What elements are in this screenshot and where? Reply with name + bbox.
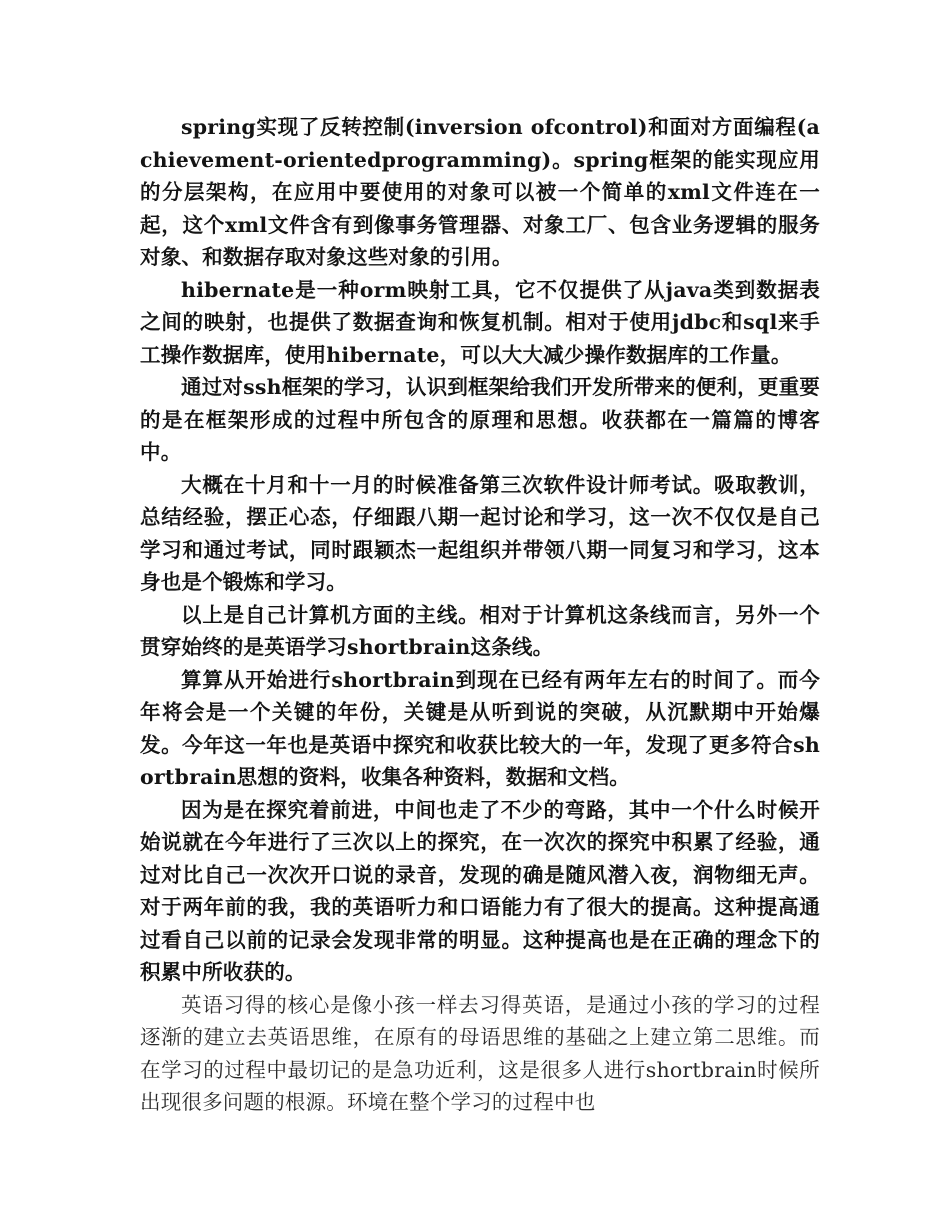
paragraph-spring: spring实现了反转控制(inversion ofcontrol)和面对方面编程(achievement-orientedprogramming)。spring框架的能实现应用的分层架构，在应用中要使用的对象可以被一个简单的xml文件连在一起，这个xml文件含有到像事务管理器、对象工厂、包含业务逻辑的服务对象、和数据存取对象这些对象的引用。 (140, 115, 820, 269)
paragraph-language-acquisition: 英语习得的核心是像小孩一样去习得英语，是通过小孩的学习的过程逐渐的建立去英语思维，在原有的母语思维的基础之上建立第二思维。而在学习的过程中最切记的是急功近利，这是很多人进行shortbrain时候所出现很多问题的根源。环境在整个学习的过程中也 (140, 992, 820, 1114)
paragraph-ssh-framework: 通过对ssh框架的学习，认识到框架给我们开发所带来的便利，更重要的是在框架形成的过程中所包含的原理和思想。收获都在一篇篇的博客中。 (140, 375, 820, 464)
paragraph-hibernate: hibernate是一种orm映射工具，它不仅提供了从java类到数据表之间的映射，也提供了数据查询和恢复机制。相对于使用jdbc和sql来手工操作数据库，使用hibernate，可以大大减少操作数据库的工作量。 (140, 277, 820, 367)
paragraph-main-line: 以上是自己计算机方面的主线。相对于计算机这条线而言，另外一个贯穿始终的是英语学习shortbrain这条线。 (140, 602, 820, 659)
paragraph-exploration: 因为是在探究着前进，中间也走了不少的弯路，其中一个什么时候开始说就在今年进行了三次以上的探究，在一次次的探究中积累了经验，通过对比自己一次次开口说的录音，发现的确是随风潜入夜，润物细无声。对于两年前的我，我的英语听力和口语能力有了很大的提高。这种提高通过看自己以前的记录会发现非常的明显。这种提高也是在正确的理念下的积累中所收获的。 (140, 797, 820, 984)
paragraph-software-exam: 大概在十月和十一月的时候准备第三次软件设计师考试。吸取教训，总结经验，摆正心态，仔细跟八期一起讨论和学习，这一次不仅仅是自己学习和通过考试，同时跟颖杰一起组织并带领八期一同复习和学习，这本身也是个锻炼和学习。 (140, 472, 820, 594)
paragraph-shortbrain-progress: 算算从开始进行shortbrain到现在已经有两年左右的时间了。而今年将会是一个关键的年份，关键是从听到说的突破，从沉默期中开始爆发。今年这一年也是英语中探究和收获比较大的一年，发现了更多符合shortbrain思想的资料，收集各种资料，数据和文档。 (140, 667, 820, 789)
